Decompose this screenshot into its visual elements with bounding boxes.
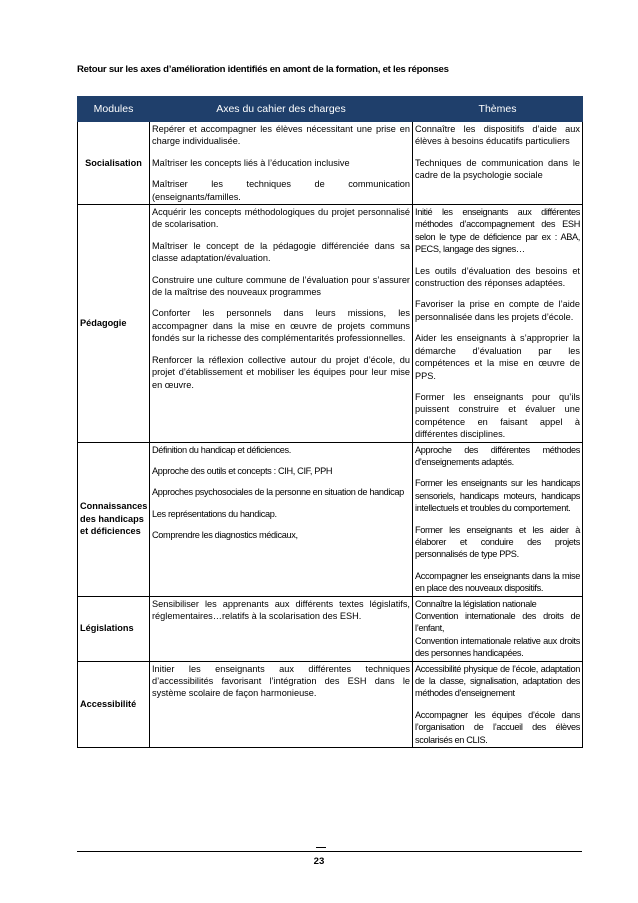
module-cell: Connaissances des handicaps et déficiences: [78, 442, 150, 596]
axis-item: Sensibiliser les apprenants aux différents textes législatifs, réglementaires…relatifs à la scolarisation des ESH.: [152, 598, 410, 621]
page-number: 23: [313, 856, 325, 867]
theme-item: Les outils d’évaluation des besoins et construction des réponses adaptées.: [415, 265, 580, 289]
module-cell: Socialisation: [78, 122, 150, 205]
axis-item: Acquérir les concepts méthodologiques du projet personnalisé de scolarisation.: [152, 207, 410, 230]
axis-item: Renforcer la réflexion collective autour du projet d’école, du projet d’établissement et mobiliser les équipes pour leur mise en œuvre.: [152, 354, 410, 390]
theme-item: Accessibilité physique de l’école, adaptation de la classe, signalisation, adaptation des méthodes d’enseignement: [415, 663, 580, 699]
axis-item: Maîtriser le concept de la pédagogie différenciée dans sa classe adaptation/évaluation.: [152, 240, 410, 264]
themes-cell: [413, 205, 583, 443]
axes-cell: [150, 122, 413, 205]
axis-item: Les représentations du handicap.: [152, 508, 277, 519]
theme-item: Former les enseignants pour qu’ils puissent construire et évaluer une compétence en faisant appel à différentes disciplines.: [415, 391, 580, 440]
module-cell: Pédagogie: [78, 205, 150, 443]
axis-item: Construire une culture commune de l’évaluation pour s’assurer de la maîtrise des nouveaux programmes: [152, 274, 410, 298]
axis-item: Comprendre les diagnostics médicaux,: [152, 530, 298, 541]
module-cell: Accessibilité: [78, 661, 150, 747]
themes-cell: [413, 596, 583, 661]
theme-item: Accompagner les équipes d’école dans l’organisation de l’accueil des élèves scolarisés en CLIS.: [415, 709, 580, 745]
theme-item: Former les enseignants et les aider à élaborer et conduire des projets personnalisés de type PPS.: [415, 524, 580, 560]
axis-item: Maîtriser les concepts liés à l’éducation inclusive: [152, 157, 350, 168]
axis-item: Conforter les personnels dans leurs missions, les accompagner dans la mise en œuvre de projets communs fondés sur la richesse des complémentarités professionnelles.: [152, 308, 410, 344]
theme-item: Former les enseignants sur les handicaps sensoriels, handicaps moteurs, handicaps intellectuels et troubles du comportement.: [415, 478, 580, 514]
table-row: [78, 205, 583, 443]
axis-item: Repérer et accompagner les élèves nécessitant une prise en charge individualisée.: [152, 124, 410, 147]
axis-item: Maîtriser les techniques de communication (enseignants/familles.: [152, 179, 410, 202]
axis-item: Définition du handicap et déficiences.: [152, 444, 291, 455]
theme-item: Initié les enseignants aux différentes méthodes d’accompagnement des ESH selon le type de déficience par ex : ABA, PECS, langage des signes…: [415, 207, 580, 255]
themes-cell: [413, 442, 583, 596]
axis-item: Initier les enseignants aux différentes techniques d’accessibilités favorisant l’intégration des ESH dans le système scolaire de façon harmonieuse.: [152, 663, 410, 699]
footer-tick: [316, 847, 326, 848]
themes-cell: [413, 661, 583, 747]
header-axes: Axes du cahier des charges: [150, 97, 413, 122]
axes-cell: [150, 442, 413, 596]
axis-item: Approches psychosociales de la personne en situation de handicap: [152, 487, 404, 498]
theme-item: Connaître la législation nationale Convention internationale des droits de l’enfant, Convention internationale relative aux droits des personnes handicapées.: [415, 598, 580, 659]
axes-cell: [150, 205, 413, 443]
theme-item: Accompagner les enseignants dans la mise en place des nouveaux dispositifs.: [415, 570, 580, 594]
themes-cell: [413, 122, 583, 205]
table-row: [78, 442, 583, 596]
footer-rule: [77, 851, 582, 852]
axes-cell: [150, 596, 413, 661]
theme-item: Techniques de communication dans le cadre de la psychologie sociale: [415, 157, 580, 181]
theme-item: Aider les enseignants à s’approprier la démarche d’évaluation par les compétences et la mise en œuvre de PPS.: [415, 333, 580, 381]
axis-item: Approche des outils et concepts : CIH, CIF, PPH: [152, 465, 333, 476]
table-row: [78, 122, 583, 205]
theme-item: Approche des différentes méthodes d’enseignements adaptés.: [415, 444, 580, 467]
document-title: Retour sur les axes d’amélioration identifiés en amont de la formation, et les réponses: [77, 64, 449, 75]
modules-table: [77, 96, 583, 748]
axes-cell: [150, 661, 413, 747]
theme-item: Connaître les dispositifs d’aide aux élèves à besoins éducatifs particuliers: [415, 124, 580, 147]
header-themes: Thèmes: [413, 97, 583, 122]
table-row: [78, 596, 583, 661]
table-header-row: [78, 97, 583, 122]
theme-item: Favoriser la prise en compte de l’aide personnalisée dans les projets d’école.: [415, 299, 580, 322]
module-cell: Législations: [78, 596, 150, 661]
header-modules: Modules: [78, 97, 150, 122]
table-row: [78, 661, 583, 747]
